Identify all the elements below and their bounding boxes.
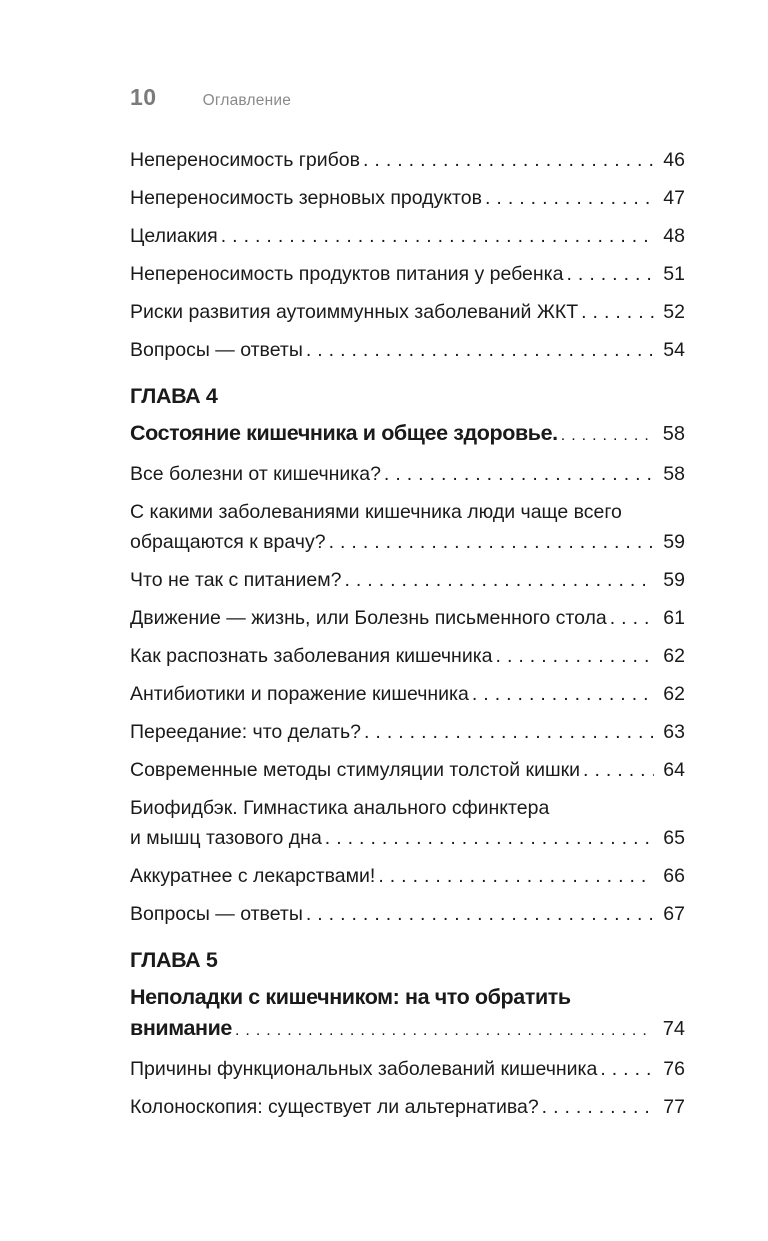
- toc-entry-title: и мышц тазового дна: [130, 827, 322, 849]
- toc-text-line: Неполадки с кишечником: на что обратить: [130, 985, 571, 1009]
- toc-entry: [130, 497, 685, 557]
- entry-last-line: [130, 717, 685, 747]
- toc-entry-page: 61: [663, 607, 685, 629]
- toc-entry-page: 47: [663, 187, 685, 209]
- toc-entry-title: Риски развития аутоиммунных заболеваний ЖКТ: [130, 301, 579, 323]
- toc-entry-page: 66: [663, 865, 685, 887]
- entry-last-line: [130, 755, 685, 785]
- dot-leader: [326, 527, 654, 557]
- entry-last-line: [130, 297, 685, 327]
- entry-last-line: [130, 221, 685, 251]
- entry-last-line: [130, 527, 685, 557]
- toc-entry-page: 46: [663, 149, 685, 171]
- toc-entry: [130, 641, 685, 671]
- chapter-page: 74: [662, 1018, 685, 1040]
- toc-entry: [130, 221, 685, 251]
- toc-entry: [130, 259, 685, 289]
- chapter-block: [130, 945, 685, 1046]
- toc-entry-page: 64: [663, 759, 685, 781]
- dot-leader: [341, 565, 654, 595]
- dot-leader: [493, 641, 654, 671]
- toc-entry-page: 58: [663, 463, 685, 485]
- toc-entry-page: 65: [663, 827, 685, 849]
- toc-entry-title: Целиакия: [130, 225, 218, 247]
- folio-page-number: 10: [130, 84, 157, 110]
- dot-leader: [322, 823, 654, 853]
- toc-entry-title: Аккуратнее с лекарствами!: [130, 865, 376, 887]
- toc-entry-page: 62: [663, 645, 685, 667]
- toc-entry-page: 59: [663, 569, 685, 591]
- toc-entry-title: Вопросы — ответы: [130, 339, 303, 361]
- entry-last-line: [130, 1092, 685, 1122]
- chapter-block: [130, 381, 685, 451]
- chapter-title: внимание: [130, 1016, 232, 1040]
- toc-entry: [130, 793, 685, 853]
- toc-entry-page: 76: [663, 1058, 685, 1080]
- entry-last-line: [130, 861, 685, 891]
- dot-leader: [218, 221, 654, 251]
- entry-last-line: [130, 459, 685, 489]
- toc-entry-title: Непереносимость зерновых продуктов: [130, 187, 482, 209]
- toc-entry-page: 52: [663, 301, 685, 323]
- dot-leader: [539, 1092, 654, 1122]
- toc-entry: [130, 297, 685, 327]
- dot-leader: [232, 1015, 654, 1046]
- toc-entry-title: Вопросы — ответы: [130, 903, 303, 925]
- toc-entry-page: 63: [663, 721, 685, 743]
- chapter-label: ГЛАВА 4: [130, 384, 218, 408]
- entry-last-line: [130, 145, 685, 175]
- entry-last-line: [130, 641, 685, 671]
- chapter-title: Состояние кишечника и общее здоровье.: [130, 421, 558, 445]
- toc-entry-page: 62: [663, 683, 685, 705]
- toc-entry: [130, 679, 685, 709]
- chapter-page: 58: [662, 423, 685, 445]
- toc-entry: [130, 717, 685, 747]
- entry-last-line: [130, 183, 685, 213]
- dot-leader: [563, 259, 654, 289]
- chapter-last-line: [130, 1013, 685, 1046]
- toc-entry: [130, 861, 685, 891]
- toc-entry: [130, 1092, 685, 1122]
- toc-list: [130, 145, 685, 1122]
- toc-entry-title: Современные методы стимуляции толстой кишки: [130, 759, 581, 781]
- entry-last-line: [130, 259, 685, 289]
- dot-leader: [469, 679, 654, 709]
- toc-entry: [130, 145, 685, 175]
- toc-entry-page: 54: [663, 339, 685, 361]
- toc-entry-page: 59: [663, 531, 685, 553]
- toc-entry-title: Причины функциональных заболеваний кишечника: [130, 1058, 598, 1080]
- entry-last-line: [130, 1054, 685, 1084]
- toc-entry: [130, 459, 685, 489]
- entry-leading-lines: [130, 793, 685, 823]
- dot-leader: [558, 420, 654, 451]
- toc-entry: [130, 603, 685, 633]
- toc-text-line: Биофидбэк. Гимнастика анального сфинктера: [130, 797, 550, 819]
- toc-text-line: С какими заболеваниями кишечника люди чаще всего: [130, 501, 622, 523]
- dot-leader: [375, 861, 654, 891]
- toc-entry: [130, 183, 685, 213]
- chapter-leading-lines: [130, 982, 685, 1013]
- toc-entry: [130, 899, 685, 929]
- toc-entry-title: Непереносимость продуктов питания у ребенка: [130, 263, 564, 285]
- entry-leading-lines: [130, 497, 685, 527]
- dot-leader: [578, 297, 654, 327]
- entry-last-line: [130, 899, 685, 929]
- toc-entry-page: 48: [663, 225, 685, 247]
- toc-entry-title: Непереносимость грибов: [130, 149, 361, 171]
- toc-entry-page: 67: [663, 903, 685, 925]
- entry-last-line: [130, 823, 685, 853]
- toc-entry-title: Переедание: что делать?: [130, 721, 361, 743]
- dot-leader: [482, 183, 654, 213]
- chapter-label: ГЛАВА 5: [130, 948, 218, 972]
- dot-leader: [303, 335, 654, 365]
- dot-leader: [597, 1054, 654, 1084]
- toc-entry-title: Все болезни от кишечника?: [130, 463, 381, 485]
- dot-leader: [360, 145, 654, 175]
- toc-entry: [130, 755, 685, 785]
- toc-entry-title: Колоноскопия: существует ли альтернатива?: [130, 1096, 539, 1118]
- entry-last-line: [130, 603, 685, 633]
- toc-entry: [130, 1054, 685, 1084]
- running-header: [130, 84, 685, 111]
- dot-leader: [303, 899, 654, 929]
- toc-entry: [130, 335, 685, 365]
- toc-entry-title: Как распознать заболевания кишечника: [130, 645, 493, 667]
- toc-entry-title: Антибиотики и поражение кишечника: [130, 683, 469, 705]
- entry-last-line: [130, 565, 685, 595]
- dot-leader: [580, 755, 654, 785]
- toc-entry-page: 51: [663, 263, 685, 285]
- entry-last-line: [130, 335, 685, 365]
- dot-leader: [607, 603, 654, 633]
- toc-entry-title: обращаются к врачу?: [130, 531, 326, 553]
- chapter-last-line: [130, 418, 685, 451]
- toc-entry-title: Движение — жизнь, или Болезнь письменного стола: [130, 607, 607, 629]
- toc-entry-page: 77: [663, 1096, 685, 1118]
- entry-last-line: [130, 679, 685, 709]
- dot-leader: [381, 459, 654, 489]
- toc-entry-title: Что не так с питанием?: [130, 569, 342, 591]
- running-head-title: Оглавление: [202, 92, 292, 109]
- dot-leader: [361, 717, 654, 747]
- toc-entry: [130, 565, 685, 595]
